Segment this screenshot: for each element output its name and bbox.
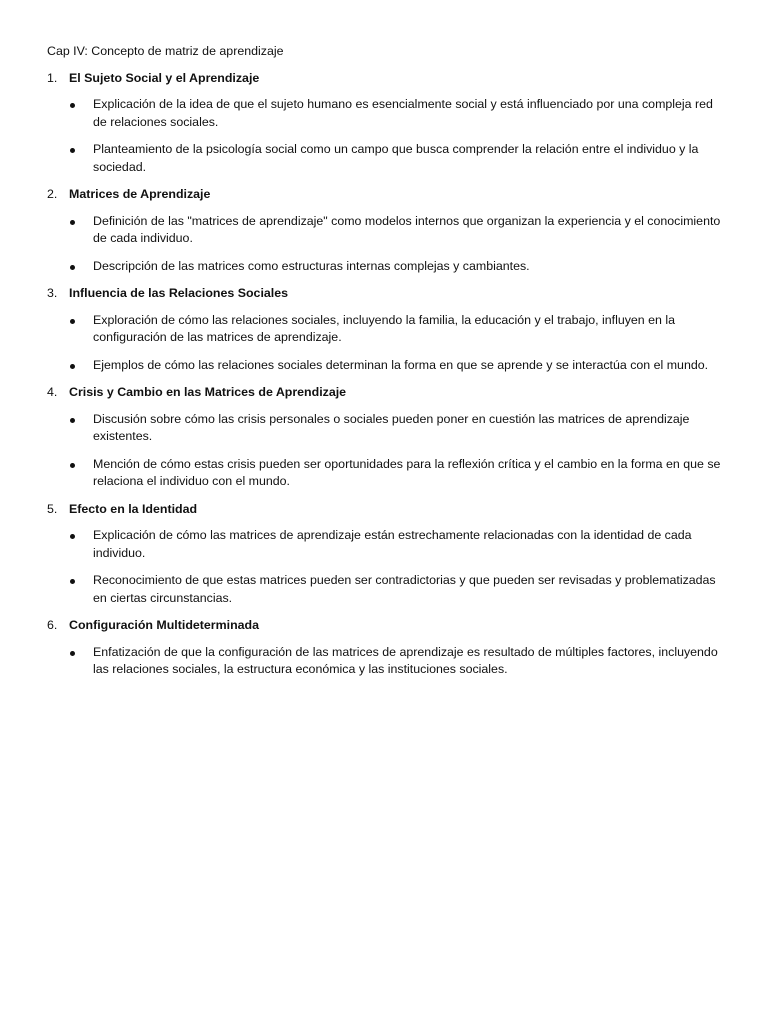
bullet-icon (70, 651, 75, 656)
bullet-item (47, 411, 727, 446)
bullet-item (47, 357, 727, 375)
section-heading (47, 70, 728, 88)
bullet-list (47, 644, 728, 679)
section-item (47, 384, 728, 491)
bullet-item (47, 141, 727, 176)
bullet-text: Explicación de cómo las matrices de aprendizaje están estrechamente relacionadas con la identidad de cada individuo. (93, 528, 692, 560)
section-heading (47, 384, 728, 402)
bullet-icon (70, 319, 75, 324)
bullet-text: Exploración de cómo las relaciones sociales, incluyendo la familia, la educación y el trabajo, influyen en la configuración de las matrices de aprendizaje. (93, 312, 675, 344)
bullet-icon (70, 463, 75, 468)
bullet-icon (70, 364, 75, 369)
bullet-icon (70, 265, 75, 270)
bullet-text: Ejemplos de cómo las relaciones sociales determinan la forma en que se aprende y se interactúa con el mundo. (93, 357, 709, 372)
bullet-text: Mención de cómo estas crisis pueden ser oportunidades para la reflexión crítica y el cambio en la forma en que se relaciona el individuo con el mundo. (93, 456, 721, 488)
section-heading-text: Efecto en la Identidad (69, 501, 198, 516)
section-heading (47, 501, 728, 519)
section-heading-text: El Sujeto Social y el Aprendizaje (69, 70, 260, 85)
section-item (47, 285, 728, 374)
bullet-list (47, 527, 728, 607)
section-heading-text: Influencia de las Relaciones Sociales (69, 286, 288, 300)
bullet-item (47, 213, 727, 248)
bullet-item (47, 572, 727, 607)
bullet-item (47, 258, 727, 276)
bullet-list (47, 96, 728, 176)
section-heading (47, 186, 728, 204)
section-item (47, 617, 728, 679)
bullet-icon (70, 418, 75, 423)
bullet-icon (70, 148, 75, 153)
bullet-text: Planteamiento de la psicología social como un campo que busca comprender la relación entre el individuo y la sociedad. (93, 142, 699, 174)
section-heading (47, 617, 728, 635)
section-number: 2. (47, 187, 58, 201)
bullet-icon (70, 534, 75, 539)
bullet-list (47, 213, 728, 276)
section-item (47, 70, 728, 177)
section-item (47, 186, 728, 275)
bullet-list (47, 312, 728, 375)
bullet-icon (70, 103, 75, 108)
bullet-text: Explicación de la idea de que el sujeto humano es esencialmente social y está influenciado por una compleja red de relaciones sociales. (93, 97, 713, 129)
bullet-text: Descripción de las matrices como estructuras internas complejas y cambiantes. (93, 258, 530, 273)
section-heading-text: Matrices de Aprendizaje (69, 187, 211, 201)
section-number: 6. (47, 618, 58, 632)
bullet-item (47, 312, 727, 347)
section-heading-text: Configuración Multideterminada (69, 618, 259, 632)
document-title: Cap IV: Concepto de matriz de aprendizaje (47, 44, 284, 58)
bullet-text: Reconocimiento de que estas matrices pueden ser contradictorias y que pueden ser revisadas y problematizadas en ciertas circunstancias. (93, 573, 716, 605)
bullet-item (47, 456, 727, 491)
section-item (47, 501, 728, 608)
bullet-text: Definición de las "matrices de aprendizaje" como modelos internos que organizan la experiencia y el conocimiento de cada individuo. (93, 213, 721, 245)
bullet-icon (70, 220, 75, 225)
section-number: 4. (47, 385, 58, 399)
bullet-text: Enfatización de que la configuración de las matrices de aprendizaje es resultado de múltiples factores, incluyendo las relaciones sociales, la estructura económica y las instituciones sociales. (93, 644, 718, 676)
bullet-list (47, 411, 728, 491)
section-number: 5. (47, 501, 58, 516)
section-number: 3. (47, 286, 58, 300)
bullet-item (47, 527, 727, 562)
bullet-item (47, 96, 727, 131)
bullet-text: Discusión sobre cómo las crisis personales o sociales pueden poner en cuestión las matrices de aprendizaje existentes. (93, 411, 690, 443)
bullet-icon (70, 579, 75, 584)
section-heading-text: Crisis y Cambio en las Matrices de Aprendizaje (69, 385, 347, 399)
section-number: 1. (47, 70, 58, 85)
bullet-item (47, 644, 727, 679)
section-heading (47, 285, 728, 303)
section-list (47, 70, 728, 679)
